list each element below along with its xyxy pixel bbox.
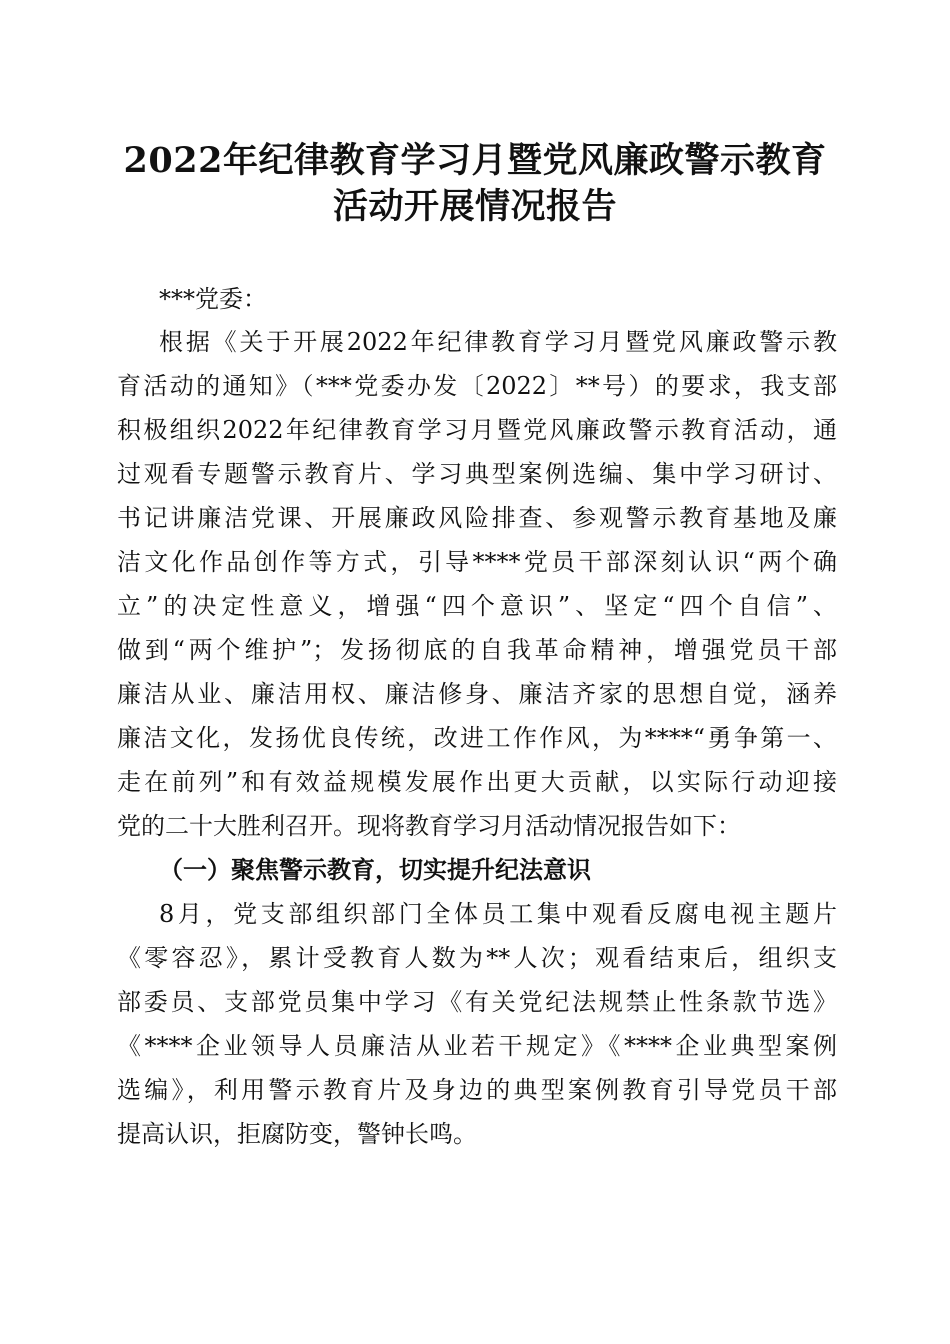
paragraph-line: 提高认识，拒腐防变，警钟长鸣。 (117, 1120, 477, 1148)
paragraph-line: 立”的决定性意义，增强“四个意识”、坚定“四个自信”、 (117, 592, 837, 620)
paragraph-line: 廉洁文化，发扬优良传统，改进工作作风，为****“勇争第一、 (117, 724, 837, 752)
paragraph-line: 做到“两个维护”；发扬彻底的自我革命精神，增强党员干部 (117, 636, 837, 664)
document-title-line-1: 2022年纪律教育学习月暨党风廉政警示教育 (123, 140, 827, 181)
paragraph-line: 党的二十大胜利召开。现将教育学习月活动情况报告如下： (117, 812, 741, 840)
paragraph-line: 选编》，利用警示教育片及身边的典型案例教育引导党员干部 (117, 1076, 837, 1104)
paragraph-line: 廉洁从业、廉洁用权、廉洁修身、廉洁齐家的思想自觉，涵养 (117, 680, 837, 708)
paragraph-line: 《零容忍》，累计受教育人数为**人次；观看结束后，组织支 (117, 944, 837, 972)
paragraph-line: 积极组织2022年纪律教育学习月暨党风廉政警示教育活动，通 (117, 416, 837, 444)
paragraph-line: 8月，党支部组织部门全体员工集中观看反腐电视主题片 (159, 900, 837, 928)
paragraph-line: 洁文化作品创作等方式，引导****党员干部深刻认识“两个确 (117, 548, 837, 576)
paragraph-line: 《****企业领导人员廉洁从业若干规定》《****企业典型案例 (117, 1032, 837, 1060)
paragraph-line: 育活动的通知》（***党委办发〔2022〕**号）的要求，我支部 (117, 372, 837, 400)
document-title-line-2: 活动开展情况报告 (332, 186, 617, 227)
paragraph-line: 根据《关于开展2022年纪律教育学习月暨党风廉政警示教 (159, 328, 837, 356)
salutation: ***党委： (159, 285, 267, 313)
paragraph-line: 部委员、支部党员集中学习《有关党纪法规禁止性条款节选》 (117, 988, 837, 1016)
paragraph-line: 走在前列”和有效益规模发展作出更大贡献，以实际行动迎接 (117, 768, 837, 796)
section-heading-1: （一）聚焦警示教育，切实提升纪法意识 (159, 855, 591, 884)
paragraph-line: 过观看专题警示教育片、学习典型案例选编、集中学习研讨、 (117, 460, 837, 488)
paragraph-line: 书记讲廉洁党课、开展廉政风险排查、参观警示教育基地及廉 (117, 504, 837, 532)
